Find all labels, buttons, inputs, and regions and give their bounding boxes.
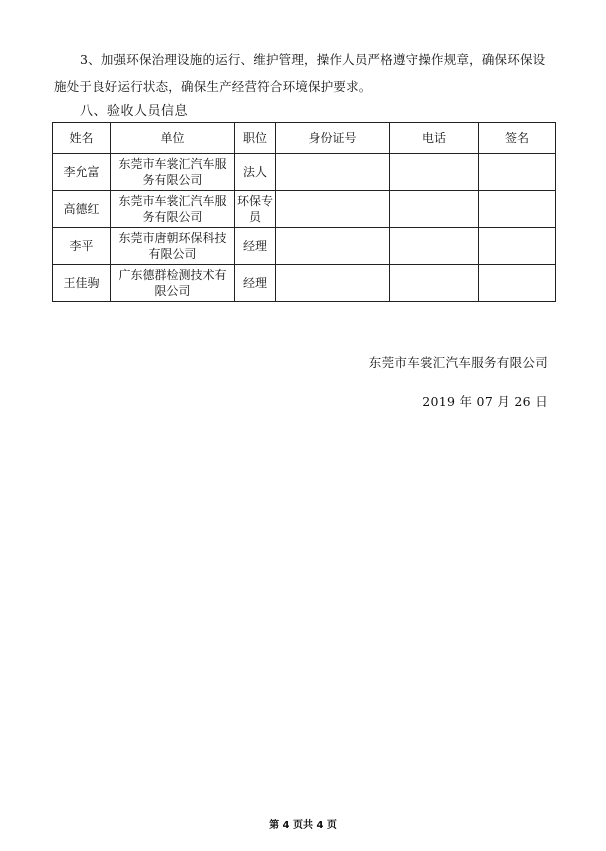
cell-unit: 东莞市车裳汇汽车服务有限公司 xyxy=(111,154,235,191)
section-heading: 八、验收人员信息 xyxy=(80,104,189,119)
cell-name: 高德红 xyxy=(53,191,111,228)
cell-phone xyxy=(390,191,479,228)
header-signature: 签名 xyxy=(479,123,556,154)
cell-name: 李平 xyxy=(53,228,111,265)
company-signature: 东莞市车裳汇汽车服务有限公司 xyxy=(368,355,548,370)
cell-position: 环保专员 xyxy=(235,191,276,228)
header-phone: 电话 xyxy=(390,123,479,154)
header-id-number: 身份证号 xyxy=(276,123,390,154)
cell-signature xyxy=(479,191,556,228)
page-footer: 第 4 页共 4 页 xyxy=(269,820,337,831)
table-row xyxy=(53,191,556,228)
cell-phone xyxy=(390,265,479,302)
cell-name: 李允富 xyxy=(53,154,111,191)
table-row xyxy=(53,154,556,191)
header-position: 职位 xyxy=(235,123,276,154)
cell-id-number xyxy=(276,191,390,228)
cell-position: 经理 xyxy=(235,265,276,302)
cell-phone xyxy=(390,154,479,191)
paragraph-item-3: 3、加强环保治理设施的运行、维护管理，操作人员严格遵守操作规章，确保环保设施处于良好运行状态，确保生产经营符合环境保护要求。 xyxy=(54,52,546,94)
cell-id-number xyxy=(276,228,390,265)
cell-id-number xyxy=(276,265,390,302)
cell-id-number xyxy=(276,154,390,191)
table-row xyxy=(53,265,556,302)
cell-phone xyxy=(390,228,479,265)
cell-signature xyxy=(479,265,556,302)
table-header-row xyxy=(53,123,556,154)
cell-name: 王佳驹 xyxy=(53,265,111,302)
cell-unit: 东莞市唐朝环保科技有限公司 xyxy=(111,228,235,265)
cell-position: 经理 xyxy=(235,228,276,265)
table-row xyxy=(53,228,556,265)
cell-unit: 广东德群检测技术有限公司 xyxy=(111,265,235,302)
acceptance-personnel-table xyxy=(52,122,556,302)
cell-position: 法人 xyxy=(235,154,276,191)
header-unit: 单位 xyxy=(111,123,235,154)
document-date: 2019 年 07 月 26 日 xyxy=(422,394,548,409)
cell-signature xyxy=(479,154,556,191)
header-name: 姓名 xyxy=(53,123,111,154)
cell-unit: 东莞市车裳汇汽车服务有限公司 xyxy=(111,191,235,228)
cell-signature xyxy=(479,228,556,265)
